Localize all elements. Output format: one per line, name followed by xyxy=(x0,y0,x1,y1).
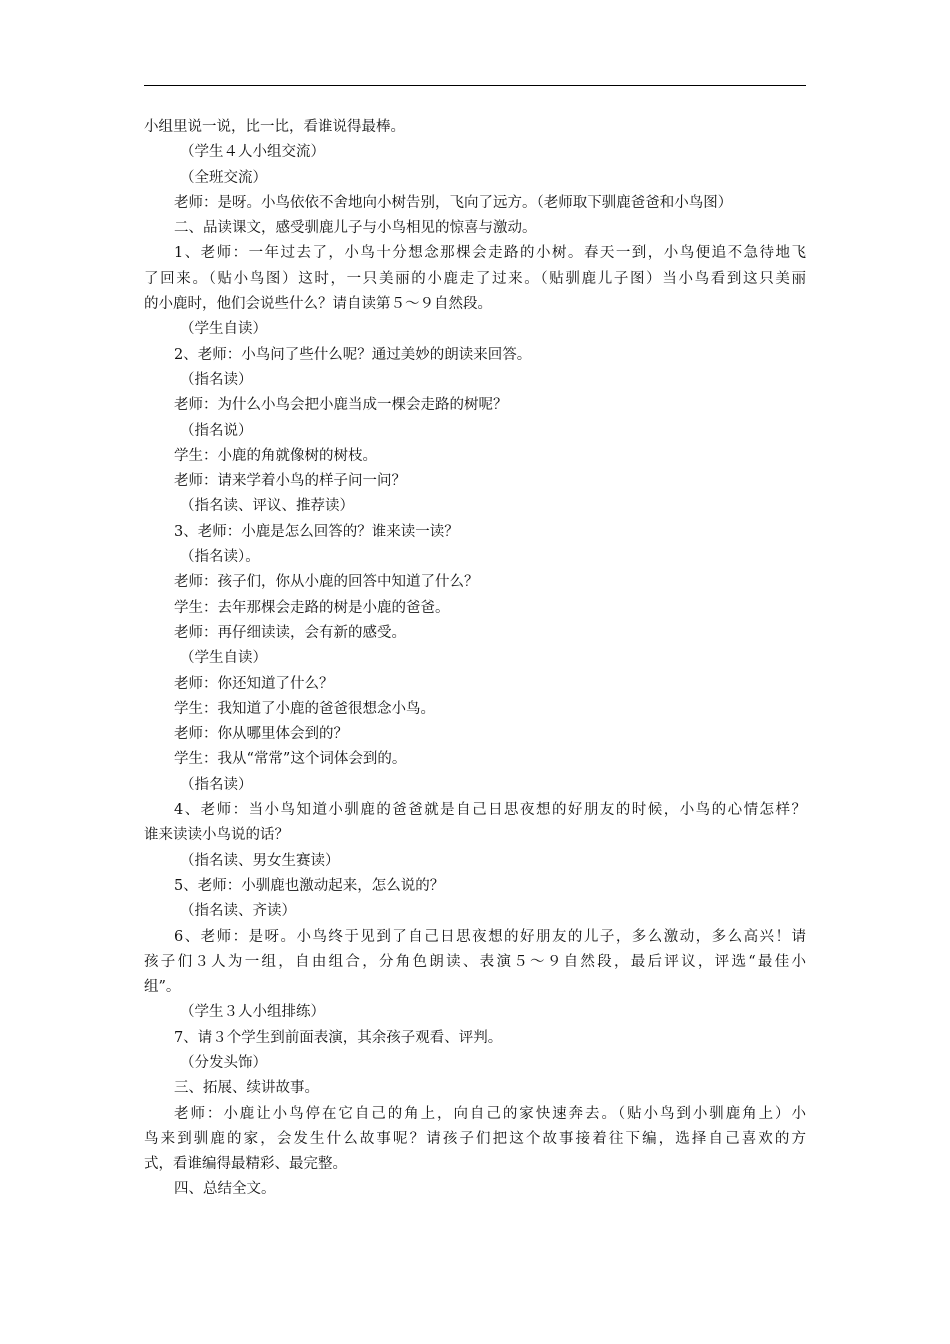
text-line: （指名说） xyxy=(180,422,253,439)
text-line: 学生：小鹿的角就像树的树枝。 xyxy=(174,447,377,464)
text-line: 孩子们３人为一组，自由组合，分角色朗读、表演５～９自然段，最后评议，评选“最佳小 xyxy=(144,953,806,970)
text-line: 4、老师：当小鸟知道小驯鹿的爸爸就是自己日思夜想的好朋友的时候，小鸟的心情怎样？ xyxy=(174,802,806,819)
text-line: 谁来读读小鸟说的话？ xyxy=(144,827,289,844)
text-line: 老师：你还知道了什么？ xyxy=(174,675,334,692)
text-line: 2、老师：小鸟问了些什么呢？通过美妙的朗读来回答。 xyxy=(174,346,532,363)
text-line: 老师：请来学着小鸟的样子问一问？ xyxy=(174,473,406,490)
text-line: 3、老师：小鹿是怎么回答的？谁来读一读？ xyxy=(174,523,459,540)
text-line: （全班交流） xyxy=(180,169,267,186)
text-line: 老师：你从哪里体会到的？ xyxy=(174,726,348,743)
text-line: 5、老师：小驯鹿也激动起来，怎么说的？ xyxy=(174,877,445,894)
text-line: （指名读、男女生赛读） xyxy=(180,852,340,869)
text-line: 小组里说一说，比一比，看谁说得最棒。 xyxy=(144,119,405,135)
text-line: 老师：是呀。小鸟依依不舍地向小树告别，飞向了远方。（老师取下驯鹿爸爸和小鸟图） xyxy=(174,194,733,211)
text-line: （分发头饰） xyxy=(180,1054,267,1071)
text-line: 老师：为什么小鸟会把小鹿当成一棵会走路的树呢？ xyxy=(174,397,508,414)
text-line: 老师：再仔细读读，会有新的感受。 xyxy=(174,624,406,641)
text-line: （指名读）。 xyxy=(180,549,260,566)
header-rule xyxy=(144,85,806,86)
text-line: （学生３人小组排练） xyxy=(180,1004,325,1021)
text-line: 老师：孩子们，你从小鹿的回答中知道了什么？ xyxy=(174,574,479,591)
text-line: 学生：去年那棵会走路的树是小鹿的爸爸。 xyxy=(174,599,450,616)
document-body xyxy=(144,115,806,1203)
text-line: （学生４人小组交流） xyxy=(180,144,325,161)
text-line: （指名读、齐读） xyxy=(180,903,296,920)
text-line: （指名读） xyxy=(180,371,253,388)
text-line: （学生自读） xyxy=(180,650,267,667)
text-line: （指名读） xyxy=(180,776,253,793)
text-line: （指名读、评议、推荐读） xyxy=(180,498,354,515)
text-line: 鸟来到驯鹿的家，会发生什么故事呢？请孩子们把这个故事接着往下编，选择自己喜欢的方 xyxy=(144,1130,806,1147)
text-line: 学生：我知道了小鹿的爸爸很想念小鸟。 xyxy=(174,700,435,717)
text-line: 1、老师：一年过去了，小鸟十分想念那棵会走路的小树。春天一到，小鸟便追不急待地飞 xyxy=(174,245,806,262)
section-heading: 二、品读课文，感受驯鹿儿子与小鸟相见的惊喜与激动。 xyxy=(174,220,537,237)
text-line: 的小鹿时，他们会说些什么？请自读第５～９自然段。 xyxy=(144,296,492,313)
text-line: 7、请３个学生到前面表演，其余孩子观看、评判。 xyxy=(174,1029,503,1046)
section-heading: 三、拓展、续讲故事。 xyxy=(174,1080,319,1097)
text-line: 学生：我从“常常”这个词体会到的。 xyxy=(174,751,407,768)
text-line: 老师：小鹿让小鸟停在它自己的角上，向自己的家快速奔去。（贴小鸟到小驯鹿角上）小 xyxy=(174,1105,806,1122)
text-line: 组”。 xyxy=(144,979,181,996)
text-line: （学生自读） xyxy=(180,321,267,338)
text-line: 了回来。（贴小鸟图）这时，一只美丽的小鹿走了过来。（贴驯鹿儿子图）当小鸟看到这只美丽 xyxy=(144,270,806,287)
section-heading: 四、总结全文。 xyxy=(174,1181,276,1198)
text-line: 6、老师：是呀。小鸟终于见到了自己日思夜想的好朋友的儿子，多么激动，多么高兴！请 xyxy=(174,928,806,945)
text-line: 式，看谁编得最精彩、最完整。 xyxy=(144,1156,347,1173)
